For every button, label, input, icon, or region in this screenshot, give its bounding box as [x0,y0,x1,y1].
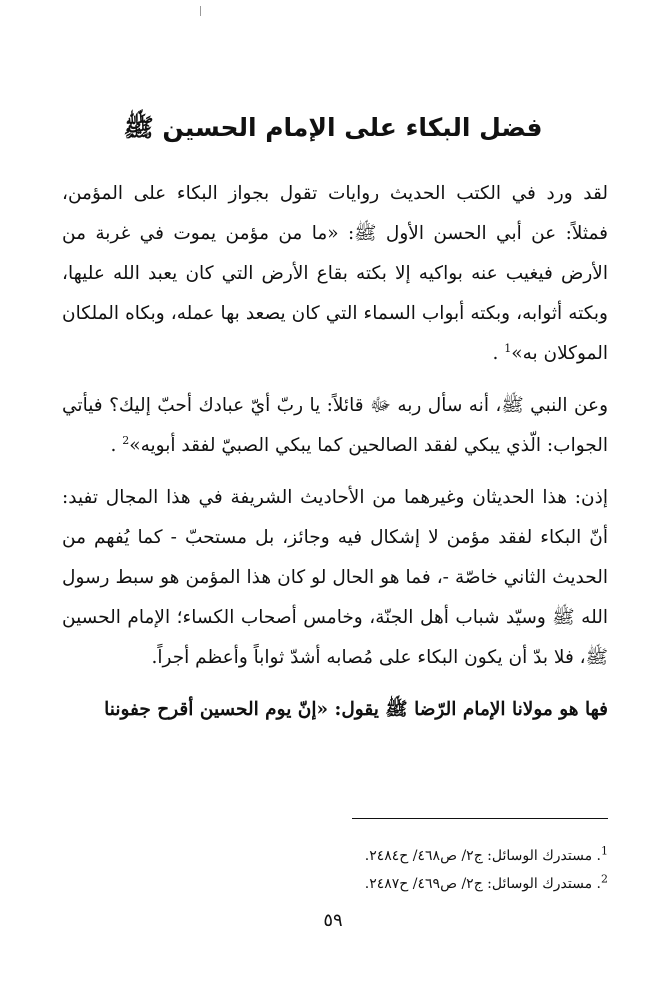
footnote-number: 1 [601,844,608,858]
paragraph-2-text: وعن النبي ﷺ، أنه سأل ربه ﷻ قائلاً: يا ربّ أيّ عبادك أحبّ إليك؟ فيأتي الجواب: الّذي يبكي لفقد الصالحين كما يبكي الصبيّ لفقد أبويه» [62,395,608,456]
paragraph-3 [62,478,608,678]
scan-speck [200,6,201,16]
footnote-divider [352,818,608,819]
chapter-title: فضل البكاء على الإمام الحسين ﷺ [123,113,543,142]
footnote-text: . مستدرك الوسائل: ج٢/ ص٤٦٩/ ح٢٤٨٧. [364,876,601,892]
paragraph-4 [62,690,608,730]
footnote-text: . مستدرك الوسائل: ج٢/ ص٤٦٨/ ح٢٤٨٤. [364,848,601,864]
footnote-ref-2[interactable]: 2 [122,433,130,447]
page-number: ٥٩ [323,910,343,931]
paragraph-4-text: فها هو مولانا الإمام الرّضا ﷺ يقول: «إنّ يوم الحسين أقرح جفوننا [104,699,608,720]
footnote-2 [62,870,608,898]
paragraph-1 [62,174,608,374]
footnote-ref-1[interactable]: 1 [504,341,512,355]
paragraph-2 [62,386,608,466]
paragraph-1-text: لقد ورد في الكتب الحديث روايات تقول بجواز البكاء على المؤمن، فمثلاً: عن أبي الحسن الأول ﷺ: «ما من مؤمن يموت في غربة من الأرض فيغيب عنه بواكيه إلا بكته بقاع الأرض التي كان يعبد الله عليها، وبكته أثوابه، وبكته أبواب السماء التي كان يصعد بها عمله، وبكاه الملكان الموكلان به» [62,183,608,364]
footnotes [62,842,608,898]
footnote-1 [62,842,608,870]
footnote-number: 2 [601,872,608,886]
paragraph-2-end: . [110,435,123,456]
body-text [62,174,608,730]
paragraph-3-text: إذن: هذا الحديثان وغيرهما من الأحاديث الشريفة في هذا المجال تفيد: أنّ البكاء لفقد مؤمن لا إشكال فيه وجائز، بل مستحبّ - كما يُفهم من الحديث الثاني خاصّة -، فما هو الحال لو كان هذا المؤمن هو سبط رسول الله ﷺ وسيّد شباب أهل الجنّة، وخامس أصحاب الكساء؛ الإمام الحسين ﷺ، فلا بدّ أن يكون البكاء على مُصابه أشدّ ثواباً وأعظم أجراً. [62,487,608,668]
paragraph-1-end: . [492,343,505,364]
